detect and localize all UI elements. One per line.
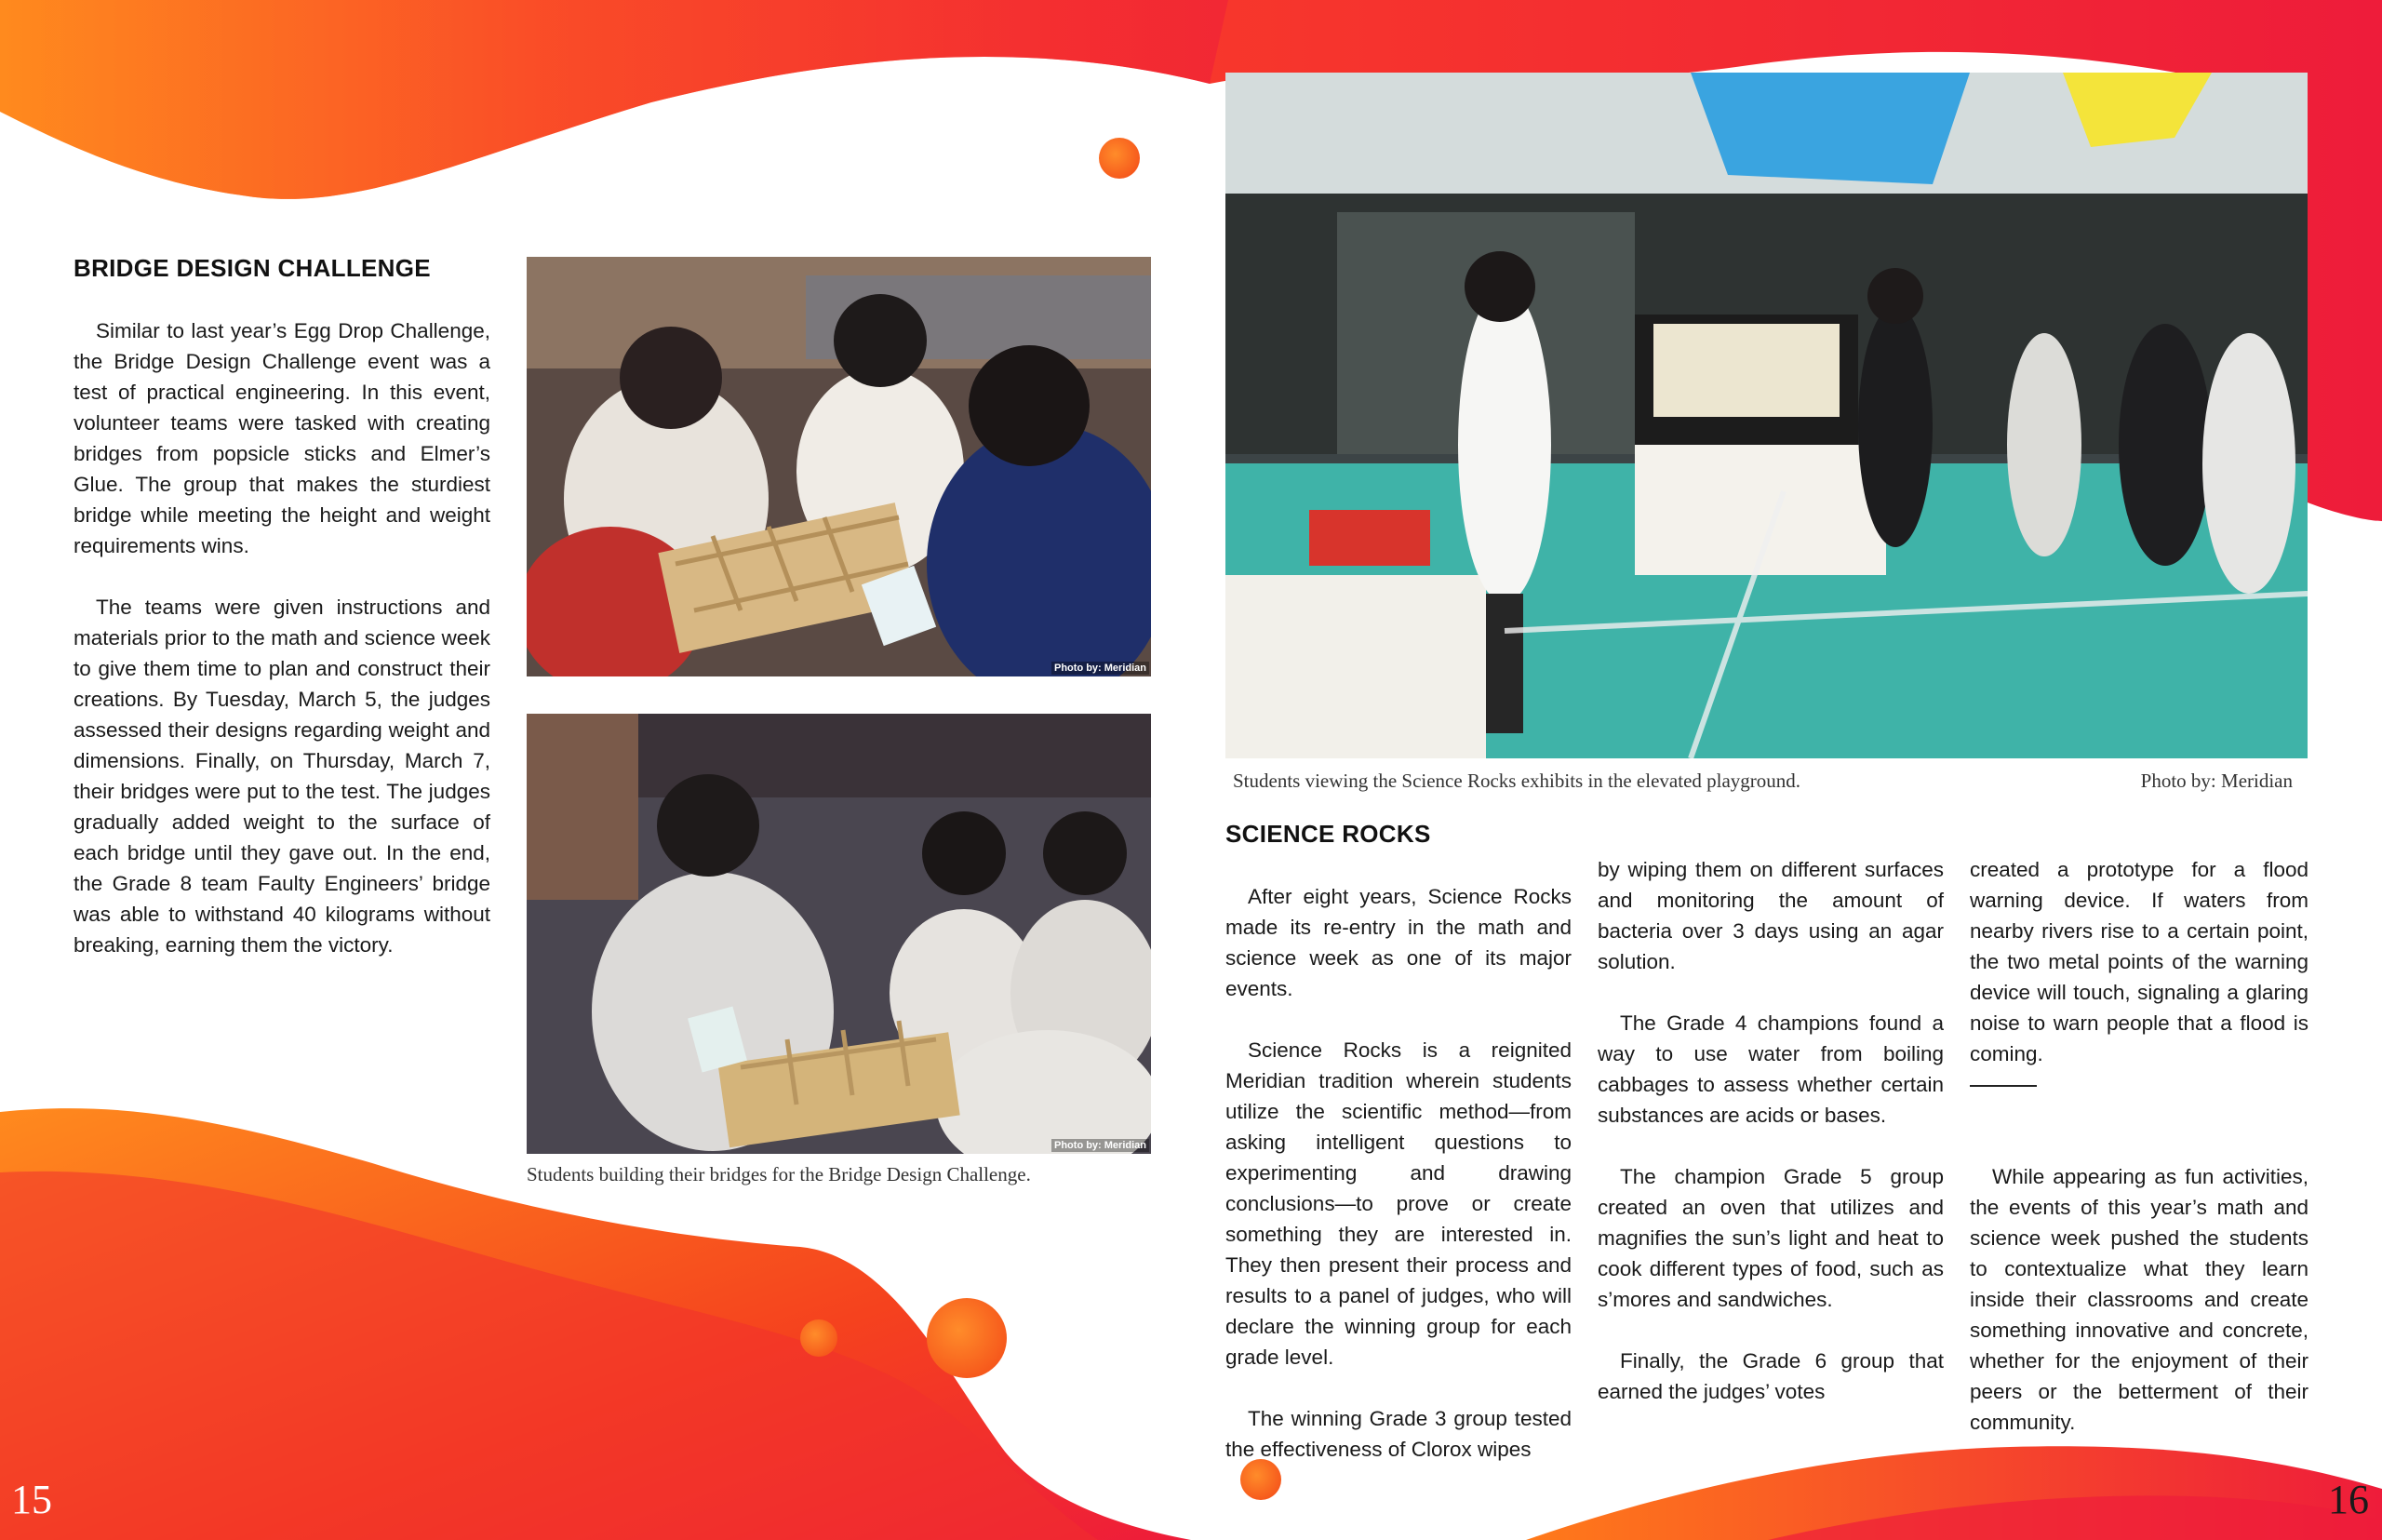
section-divider	[1970, 1069, 2308, 1100]
science-column-3	[1970, 854, 2308, 1438]
bridge-heading: BRIDGE DESIGN CHALLENGE	[74, 254, 431, 282]
bridge-photo-top	[527, 257, 1151, 676]
photo-credit: Photo by: Meridian	[1051, 1139, 1149, 1152]
science-column-2	[1598, 854, 1944, 1407]
science-photo-credit: Photo by: Meridian	[2140, 770, 2293, 792]
decor-dot	[927, 1298, 1007, 1378]
science-col3-paragraph-2: While appearing as fun activities, the events of this year’s math and science week pushed the students to contextualize what they learn inside their classrooms and create something innovative and concrete, whether for the enjoyment of their peers or the betterment of their community.	[1970, 1165, 2308, 1434]
bridge-photo-bottom	[527, 714, 1151, 1154]
science-col2-paragraph-2: The Grade 4 champions found a way to use water from boiling cabbages to assess whether certain substances are acids or bases.	[1598, 1011, 1944, 1127]
page-number-right: 16	[2328, 1477, 2369, 1522]
decor-dot	[800, 1319, 837, 1357]
bridge-paragraph-1: Similar to last year’s Egg Drop Challenge, the Bridge Design Challenge event was a test of practical engineering. In this event, volunteer teams were tasked with creating bridges from popsicle sticks and Elmer’s Glue. The group that makes the sturdiest bridge while meeting the height and weight requirements wins.	[74, 319, 490, 557]
bridge-photo-caption: Students building their bridges for the Bridge Design Challenge.	[527, 1163, 1031, 1185]
page-number-left: 15	[11, 1477, 52, 1522]
science-rocks-heading: SCIENCE ROCKS	[1225, 820, 1431, 848]
bridge-paragraph-2: The teams were given instructions and materials prior to the math and science week to give them time to plan and construct their creations. By Tuesday, March 5, the judges assessed their designs regarding weight and dimensions. Finally, on Thursday, March 7, their bridges were put to the test. The judges gradually added weight to the surface of each bridge until they gave out. In the end, the Grade 8 team Faulty Engineers’ bridge was able to withstand 40 kilograms without breaking, earning them the victory.	[74, 596, 490, 957]
science-col1-paragraph-2: Science Rocks is a reignited Meridian tradition wherein students utilize the scientific method—from asking intelligent questions to experimenting and drawing conclusions—to prove or create something they are interested in. They then present their process and results to a panel of judges, who will declare the winning group for each grade level.	[1225, 1038, 1572, 1369]
bridge-article	[74, 315, 490, 960]
science-col2-paragraph-4: Finally, the Grade 6 group that earned the judges’ votes	[1598, 1349, 1944, 1403]
decor-dot	[1099, 138, 1140, 179]
science-col1-paragraph-1: After eight years, Science Rocks made its re-entry in the math and science week as one of its major events.	[1225, 885, 1572, 1000]
decor-dot	[1240, 1459, 1281, 1500]
science-rocks-photo	[1225, 73, 2308, 758]
science-photo-caption: Students viewing the Science Rocks exhibits in the elevated playground.	[1233, 770, 1801, 792]
science-col3-paragraph-1: created a prototype for a flood warning device. If waters from nearby rivers rise to a certain point, the two metal points of the warning device will touch, signaling a glaring noise to warn people that a flood is coming.	[1970, 858, 2308, 1065]
science-col2-paragraph-1: by wiping them on different surfaces and monitoring the amount of bacteria over 3 days using an agar solution.	[1598, 858, 1944, 973]
science-col1-paragraph-3: The winning Grade 3 group tested the effectiveness of Clorox wipes	[1225, 1407, 1572, 1461]
science-column-1	[1225, 881, 1572, 1465]
science-col2-paragraph-3: The champion Grade 5 group created an oven that utilizes and magnifies the sun’s light and heat to cook different types of food, such as s’mores and sandwiches.	[1598, 1165, 1944, 1311]
photo-credit: Photo by: Meridian	[1051, 662, 1149, 675]
